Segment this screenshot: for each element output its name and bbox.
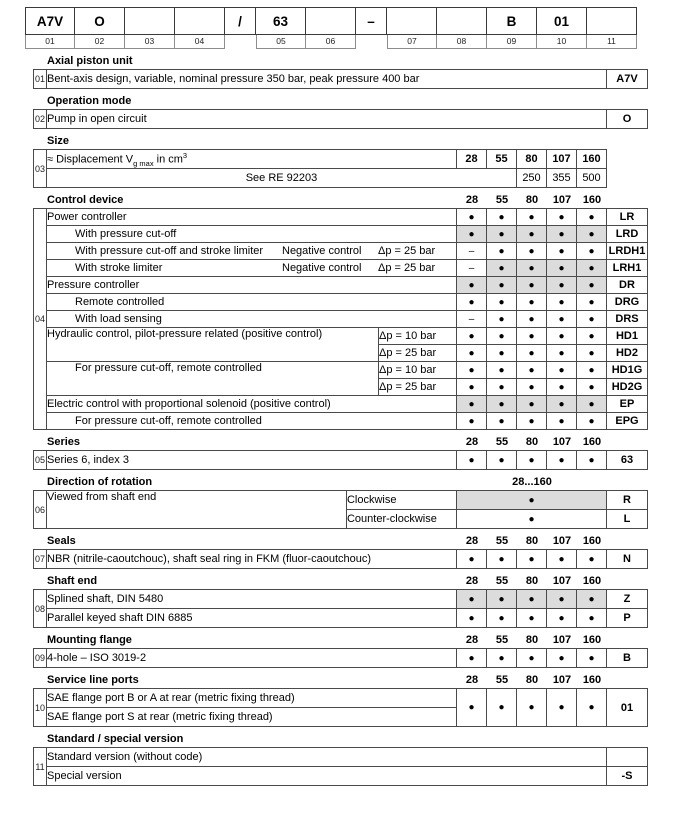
- availability-mark: ●: [487, 209, 517, 226]
- availability-mark: ●: [577, 649, 607, 668]
- availability-mark: ●: [547, 328, 577, 345]
- availability-mark: ●: [547, 649, 577, 668]
- ordering-table: [33, 208, 648, 430]
- availability-mark: ●: [487, 311, 517, 328]
- availability-mark: ●: [577, 413, 607, 430]
- availability-mark: ●: [547, 277, 577, 294]
- availability-mark: ●: [457, 689, 487, 727]
- section-seals: [33, 535, 648, 569]
- availability-mark: ●: [547, 590, 577, 609]
- availability-mark: ●: [577, 609, 607, 628]
- position-number: 07: [387, 35, 437, 49]
- ordering-table: [33, 149, 607, 188]
- size-column-header: 107: [552, 634, 572, 646]
- ordering-table: [33, 747, 648, 786]
- size-column-header: 28: [465, 674, 479, 686]
- availability-mark: ●: [577, 260, 607, 277]
- model-code-cell: [437, 7, 487, 35]
- section-mounting-flange: [33, 634, 648, 668]
- model-code-cell: [387, 7, 437, 35]
- description: SAE flange port S at rear (metric fixing thread): [47, 708, 457, 727]
- availability-mark: ●: [487, 396, 517, 413]
- availability-mark: ●: [517, 689, 547, 727]
- description: For pressure cut-off, remote controlled: [47, 413, 457, 430]
- code-cell: DRG: [607, 294, 648, 311]
- description: Parallel keyed shaft DIN 6885: [47, 609, 457, 628]
- position-number: 04: [175, 35, 225, 49]
- section-title: Shaft end: [47, 575, 98, 587]
- size-column-header: 107: [552, 194, 572, 206]
- row-number: 01: [34, 70, 47, 89]
- table-row: [34, 649, 648, 668]
- ordering-table: [33, 648, 648, 668]
- position-number: 08: [437, 35, 487, 49]
- size-column-header: 160: [582, 575, 602, 587]
- table-row: [34, 70, 648, 89]
- availability-mark: ●: [517, 451, 547, 470]
- availability-mark: ●: [577, 311, 607, 328]
- model-code-cell: [175, 7, 225, 35]
- position-number: 11: [587, 35, 637, 49]
- code-cell: N: [607, 550, 648, 569]
- code-cell: Z: [607, 590, 648, 609]
- availability-mark: ●: [577, 209, 607, 226]
- model-code-cell: [306, 7, 356, 35]
- code-cell: HD2G: [607, 379, 648, 396]
- availability-mark: ●: [457, 226, 487, 243]
- availability-mark: ●: [487, 609, 517, 628]
- size-column-header: 160: [582, 436, 602, 448]
- availability-mark: ●: [487, 328, 517, 345]
- availability-mark: ●: [457, 396, 487, 413]
- availability-mark: ●: [577, 396, 607, 413]
- availability-mark: ●: [577, 379, 607, 396]
- availability-mark: ●: [547, 379, 577, 396]
- table-row: [34, 609, 648, 628]
- availability-mark: ●: [517, 311, 547, 328]
- availability-mark: ●: [547, 345, 577, 362]
- availability-mark: ●: [577, 328, 607, 345]
- control-type-label: Negative control: [282, 245, 362, 257]
- description: Hydraulic control, pilot-pressure related (positive control): [47, 328, 379, 362]
- position-number: 09: [487, 35, 537, 49]
- size-value: 28: [457, 150, 487, 169]
- section-title: Axial piston unit: [47, 55, 133, 67]
- size-column-header: 55: [495, 436, 509, 448]
- description: Pump in open circuit: [47, 110, 607, 129]
- position-number: 02: [75, 35, 125, 49]
- table-row: [34, 226, 648, 243]
- description: SAE flange port B or A at rear (metric fixing thread): [47, 689, 457, 708]
- row-number: 06: [34, 491, 47, 529]
- availability-mark: ●: [487, 451, 517, 470]
- delta-p-label: Δp = 25 bar: [378, 379, 456, 396]
- delta-p-label: Δp = 10 bar: [378, 328, 456, 345]
- description: 4-hole – ISO 3019-2: [47, 649, 457, 668]
- availability-mark: ●: [457, 379, 487, 396]
- availability-mark: ●: [577, 226, 607, 243]
- size-column-header: 107: [552, 436, 572, 448]
- row-number: 10: [34, 689, 47, 727]
- model-code-cell: [125, 7, 175, 35]
- row-number: 08: [34, 590, 47, 628]
- code-cell: B: [607, 649, 648, 668]
- model-code-number-row: [25, 35, 687, 49]
- size-column-header: 107: [552, 674, 572, 686]
- position-number: 06: [306, 35, 356, 49]
- availability-mark: ●: [547, 609, 577, 628]
- model-code-table: [25, 7, 687, 49]
- size-column-header: 55: [495, 674, 509, 686]
- table-row: [34, 277, 648, 294]
- code-cell: LRD: [607, 226, 648, 243]
- availability-mark: ●: [547, 396, 577, 413]
- size-column-header: 55: [495, 194, 509, 206]
- section-size: [33, 135, 648, 188]
- availability-mark: ●: [517, 609, 547, 628]
- table-row: [34, 243, 648, 260]
- code-cell: L: [607, 510, 648, 529]
- size-column-header: 55: [495, 535, 509, 547]
- section-title: Control device: [47, 194, 124, 206]
- availability-mark: ●: [517, 345, 547, 362]
- delta-p-label: Δp = 25 bar: [378, 262, 436, 274]
- code-cell: [607, 748, 648, 767]
- section-title: Operation mode: [47, 95, 132, 107]
- availability-mark: ●: [547, 689, 577, 727]
- ordering-table: [33, 490, 648, 529]
- table-row: [34, 491, 648, 510]
- description: With pressure cut-off and stroke limiter Negative control Δp = 25 bar: [47, 243, 457, 260]
- ordering-table: [33, 450, 648, 470]
- row-number: 11: [34, 748, 47, 786]
- table-row: [34, 294, 648, 311]
- size-value: 80: [517, 150, 547, 169]
- model-code-cell: B: [487, 7, 537, 35]
- availability-mark: ●: [547, 362, 577, 379]
- code-cell: 01: [607, 689, 648, 727]
- availability-mark: ●: [487, 294, 517, 311]
- availability-mark: ●: [457, 328, 487, 345]
- availability-mark: ●: [547, 413, 577, 430]
- table-row: [34, 550, 648, 569]
- description: Pressure controller: [47, 277, 457, 294]
- availability-mark: ●: [487, 649, 517, 668]
- size-column-header: 28: [465, 634, 479, 646]
- ordering-table: [33, 69, 648, 89]
- availability-mark: ●: [517, 243, 547, 260]
- availability-mark: ●: [487, 550, 517, 569]
- row-number: 04: [34, 209, 47, 430]
- size-column-header: 160: [582, 194, 602, 206]
- availability-mark: ●: [487, 277, 517, 294]
- position-number-gap: [225, 35, 256, 49]
- availability-mark: ●: [577, 550, 607, 569]
- table-row: [34, 396, 648, 413]
- availability-mark: ●: [487, 689, 517, 727]
- availability-mark: ●: [457, 550, 487, 569]
- table-row: [34, 748, 648, 767]
- size-column-header: 55: [495, 575, 509, 587]
- availability-mark: ●: [487, 243, 517, 260]
- availability-mark: ●: [517, 226, 547, 243]
- position-number: 01: [25, 35, 75, 49]
- delta-p-label: Δp = 25 bar: [378, 245, 436, 257]
- availability-mark: ●: [456, 491, 606, 510]
- availability-mark: ●: [517, 362, 547, 379]
- displacement-superscript: 3: [182, 150, 188, 160]
- description: With load sensing: [47, 311, 457, 328]
- size-column-header: 80: [525, 634, 539, 646]
- row-number: 02: [34, 110, 47, 129]
- section-series: [33, 436, 648, 470]
- description: Viewed from shaft end: [47, 491, 347, 529]
- availability-mark: ●: [457, 649, 487, 668]
- availability-mark: ●: [517, 379, 547, 396]
- size-value: 55: [487, 150, 517, 169]
- availability-mark: ●: [517, 260, 547, 277]
- availability-mark: ●: [577, 277, 607, 294]
- availability-mark: ●: [577, 345, 607, 362]
- control-type-label: Negative control: [282, 262, 362, 274]
- position-number: 03: [125, 35, 175, 49]
- table-row: [34, 689, 648, 708]
- row-number: 03: [34, 150, 47, 188]
- table-row: [34, 110, 648, 129]
- code-cell: LRH1: [607, 260, 648, 277]
- row-number: 05: [34, 451, 47, 470]
- model-code-cell: [587, 7, 637, 35]
- row-number: 09: [34, 649, 47, 668]
- delta-p-label: Δp = 25 bar: [378, 345, 456, 362]
- section-title: Mounting flange: [47, 634, 132, 646]
- size-column-header: 28: [465, 194, 479, 206]
- availability-mark: –: [457, 311, 487, 328]
- availability-mark: ●: [457, 209, 487, 226]
- description: Series 6, index 3: [47, 451, 457, 470]
- section-title: Seals: [47, 535, 76, 547]
- ordering-table: [33, 109, 648, 129]
- code-cell: LRDH1: [607, 243, 648, 260]
- rotation-direction-label: Counter-clockwise: [346, 510, 456, 529]
- table-row: [34, 590, 648, 609]
- size-column-header: 107: [552, 535, 572, 547]
- table-row: [34, 451, 648, 470]
- availability-mark: ●: [517, 328, 547, 345]
- section-direction-of-rotation: [33, 476, 648, 529]
- description: Special version: [47, 767, 607, 786]
- size-column-header: 160: [582, 674, 602, 686]
- code-cell: EPG: [607, 413, 648, 430]
- availability-mark: ●: [577, 451, 607, 470]
- table-row: [34, 150, 607, 169]
- description: With pressure cut-off: [47, 226, 457, 243]
- size-column-header: 80: [525, 535, 539, 547]
- section-title: Service line ports: [47, 674, 139, 686]
- availability-mark: ●: [517, 396, 547, 413]
- availability-mark: ●: [487, 590, 517, 609]
- availability-mark: ●: [487, 362, 517, 379]
- model-code-cell: A7V: [25, 7, 75, 35]
- availability-mark: ●: [547, 260, 577, 277]
- delta-p-label: Δp = 10 bar: [378, 362, 456, 379]
- position-number: 05: [256, 35, 306, 49]
- availability-mark: ●: [487, 226, 517, 243]
- code-cell: P: [607, 609, 648, 628]
- code-cell: HD2: [607, 345, 648, 362]
- size-column-header: 80: [525, 436, 539, 448]
- displacement-formula: ≈ Displacement V: [47, 153, 134, 166]
- size-extra-value: 355: [547, 169, 577, 188]
- description: Electric control with proportional solenoid (positive control): [47, 396, 457, 413]
- row-number: 07: [34, 550, 47, 569]
- availability-mark: ●: [457, 277, 487, 294]
- availability-mark: ●: [487, 260, 517, 277]
- size-extra-value: 250: [517, 169, 547, 188]
- section-service-line-ports: [33, 674, 648, 727]
- availability-mark: ●: [517, 590, 547, 609]
- code-cell: A7V: [607, 70, 648, 89]
- availability-mark: ●: [547, 243, 577, 260]
- description: Standard version (without code): [47, 748, 607, 767]
- table-row: [34, 767, 648, 786]
- description: NBR (nitrile-caoutchouc), shaft seal ring in FKM (fluor-caoutchouc): [47, 550, 457, 569]
- size-value: 107: [547, 150, 577, 169]
- section-operation-mode: [33, 95, 648, 129]
- model-code-cell: /: [225, 7, 256, 35]
- model-code-cell: 63: [256, 7, 306, 35]
- table-row: [34, 209, 648, 226]
- size-extra-value: 500: [577, 169, 607, 188]
- availability-mark: ●: [457, 609, 487, 628]
- availability-mark: ●: [547, 209, 577, 226]
- code-cell: DR: [607, 277, 648, 294]
- availability-mark: ●: [517, 649, 547, 668]
- code-cell: EP: [607, 396, 648, 413]
- code-cell: HD1: [607, 328, 648, 345]
- code-cell: R: [607, 491, 648, 510]
- availability-mark: ●: [457, 294, 487, 311]
- availability-mark: ●: [457, 413, 487, 430]
- availability-mark: ●: [577, 362, 607, 379]
- code-cell: -S: [607, 767, 648, 786]
- table-row: [34, 260, 648, 277]
- size-column-header: 55: [495, 634, 509, 646]
- position-number: 10: [537, 35, 587, 49]
- availability-mark: –: [457, 243, 487, 260]
- size-column-header: 80: [525, 674, 539, 686]
- model-code-row: [25, 7, 687, 35]
- ordering-table: [33, 688, 648, 727]
- section-axial-piston-unit: [33, 55, 648, 89]
- description: Bent-axis design, variable, nominal pressure 350 bar, peak pressure 400 bar: [47, 70, 607, 89]
- availability-mark: ●: [517, 294, 547, 311]
- size-range-header: 28...160: [512, 476, 552, 488]
- availability-mark: ●: [457, 362, 487, 379]
- availability-mark: ●: [457, 590, 487, 609]
- ordering-table: [33, 549, 648, 569]
- availability-mark: ●: [577, 294, 607, 311]
- availability-mark: ●: [457, 345, 487, 362]
- size-column-header: 80: [525, 575, 539, 587]
- section-standard-special-version: [33, 733, 648, 786]
- model-code-cell: 01: [537, 7, 587, 35]
- section-shaft-end: [33, 575, 648, 628]
- availability-mark: ●: [517, 209, 547, 226]
- code-cell: HD1G: [607, 362, 648, 379]
- section-title: Size: [47, 135, 70, 147]
- see-reference: See RE 92203: [47, 169, 517, 188]
- model-code-cell: –: [356, 7, 387, 35]
- availability-mark: ●: [577, 243, 607, 260]
- description: ≈ Displacement $V_{g max}$ in $cm^3$: [47, 150, 457, 169]
- availability-mark: ●: [547, 226, 577, 243]
- availability-mark: ●: [457, 451, 487, 470]
- availability-mark: ●: [487, 413, 517, 430]
- ordering-table: [33, 589, 648, 628]
- description: For pressure cut-off, remote controlled: [47, 362, 379, 396]
- size-column-header: 107: [552, 575, 572, 587]
- table-row: [34, 362, 648, 379]
- availability-mark: ●: [517, 277, 547, 294]
- size-column-header: 160: [582, 535, 602, 547]
- position-number-gap: [356, 35, 387, 49]
- table-row: [34, 328, 648, 345]
- description: Remote controlled: [47, 294, 457, 311]
- table-row: [34, 311, 648, 328]
- table-row: [34, 169, 607, 188]
- model-code-cell: O: [75, 7, 125, 35]
- size-column-header: 28: [465, 575, 479, 587]
- availability-mark: ●: [517, 413, 547, 430]
- size-value: 160: [577, 150, 607, 169]
- code-cell: LR: [607, 209, 648, 226]
- availability-mark: ●: [517, 550, 547, 569]
- code-cell: 63: [607, 451, 648, 470]
- availability-mark: ●: [487, 379, 517, 396]
- description: Power controller: [47, 209, 457, 226]
- availability-mark: ●: [577, 590, 607, 609]
- availability-mark: ●: [547, 451, 577, 470]
- displacement-subscript: g max: [133, 158, 154, 168]
- code-cell: DRS: [607, 311, 648, 328]
- section-title: Series: [47, 436, 81, 448]
- availability-mark: ●: [456, 510, 606, 529]
- size-column-header: 28: [465, 436, 479, 448]
- section-title: Direction of rotation: [47, 476, 153, 488]
- size-column-header: 28: [465, 535, 479, 547]
- availability-mark: ●: [547, 311, 577, 328]
- description: With stroke limiter Negative control Δp = 25 bar: [47, 260, 457, 277]
- code-cell: O: [607, 110, 648, 129]
- size-column-header: 80: [525, 194, 539, 206]
- availability-mark: ●: [547, 294, 577, 311]
- section-title: Standard / special version: [47, 733, 184, 745]
- availability-mark: –: [457, 260, 487, 277]
- description: Splined shaft, DIN 5480: [47, 590, 457, 609]
- availability-mark: ●: [547, 550, 577, 569]
- rotation-direction-label: Clockwise: [346, 491, 456, 510]
- section-control-device: [33, 194, 648, 430]
- availability-mark: ●: [577, 689, 607, 727]
- availability-mark: ●: [487, 345, 517, 362]
- table-row: [34, 413, 648, 430]
- size-column-header: 160: [582, 634, 602, 646]
